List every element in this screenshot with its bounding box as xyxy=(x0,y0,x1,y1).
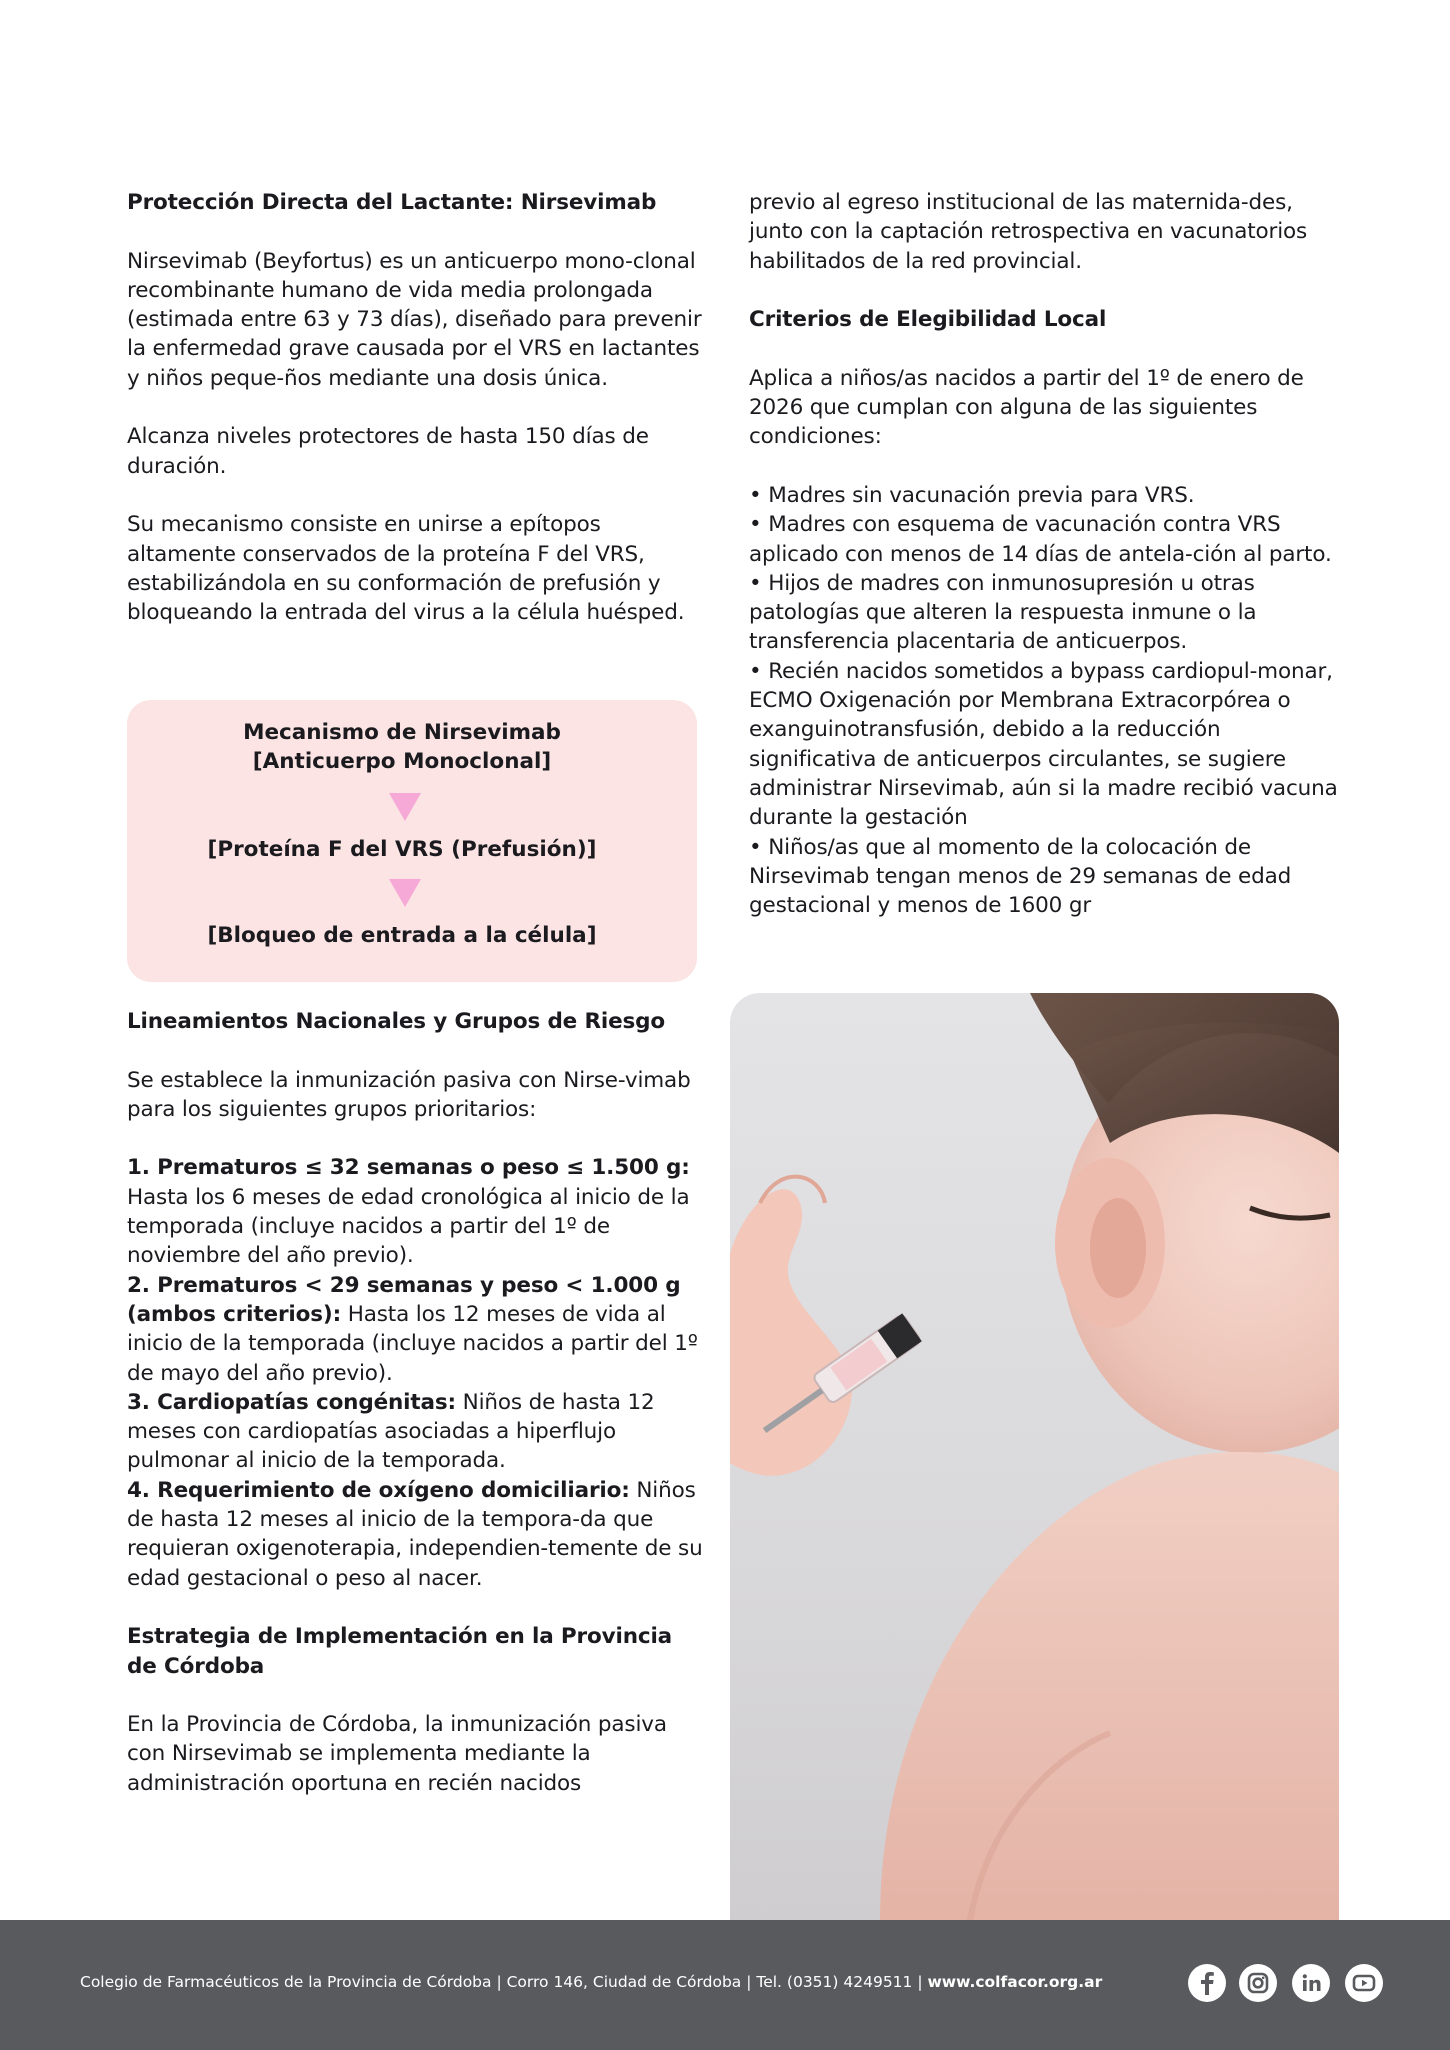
paragraph-mechanism: Su mecanismo consiste en unirse a epítopos altamente conservados de la proteína F del VRS, estabilizándola en su conformación de prefusión y bloqueando la entrada del virus a la célula huésped. xyxy=(127,512,685,626)
paragraph-protection-duration: Alcanza niveles protectores de hasta 150 días de duración. xyxy=(127,424,649,479)
linkedin-icon[interactable] xyxy=(1292,1964,1330,2002)
down-arrow-icon xyxy=(389,879,421,907)
section-title-national-guidelines: Lineamientos Nacionales y Grupos de Riesgo xyxy=(127,1009,666,1034)
footer-contact: Colegio de Farmacéuticos de la Provincia de Córdoba | Corro 146, Ciudad de Córdoba | Tel. (0351) 4249511 | www.colfacor.org.ar xyxy=(80,1973,1103,1991)
paragraph-guidelines-intro: Se establece la inmunización pasiva con Nirse-vimab para los siguientes grupos prioritarios: xyxy=(127,1067,691,1122)
youtube-icon[interactable] xyxy=(1345,1964,1383,2002)
eligibility-criterion: • Hijos de madres con inmunosupresión u otras patologías que alteren la respuesta inmune o la transferencia placentaria de anticuerpos. xyxy=(749,570,1257,655)
baby-vaccination-illustration xyxy=(730,993,1339,1920)
section-title-implementation: Estrategia de Implementación en la Provincia de Córdoba xyxy=(127,1624,673,1679)
eligibility-criterion: • Recién nacidos sometidos a bypass cardiopul-monar, ECMO Oxigenación por Membrana Extracorpórea o exanguinotransfusión, debido a la reducción significativa de anticuerpos circulantes, se sugiere administrar Nirsevimab, aún si la madre recibió vacuna durante la gestación xyxy=(749,658,1338,831)
mechanism-title: Mecanismo de Nirsevimab xyxy=(243,720,561,745)
risk-group-item: 4. Requerimiento de oxígeno domiciliario: Niños de hasta 12 meses al inicio de la tempora-da que requieran oxigenoterapia, independien-temente de su edad gestacional o peso al nacer. xyxy=(127,1477,703,1591)
instagram-icon[interactable] xyxy=(1239,1964,1277,2002)
paragraph-implementation: En la Provincia de Córdoba, la inmunización pasiva con Nirsevimab se implementa mediante la administración oportuna en recién nacidos xyxy=(127,1712,667,1796)
risk-group-item: 1. Prematuros ≤ 32 semanas o peso ≤ 1.500 g: Hasta los 6 meses de edad cronológica al inicio de la temporada (incluye nacidos a partir del 1º de noviembre del año previo). xyxy=(127,1155,690,1269)
website-link[interactable]: www.colfacor.org.ar xyxy=(927,1973,1103,1991)
risk-group-item: 2. Prematuros < 29 semanas y peso < 1.000 g (ambos criterios): Hasta los 12 meses de vida al inicio de la temporada (incluye nacidos a partir del 1º de mayo del año previo). xyxy=(127,1272,698,1386)
paragraph-nirsevimab-description: Nirsevimab (Beyfortus) es un anticuerpo mono-clonal recombinante humano de vida media prolongada (estimada entre 63 y 73 días), diseñado para prevenir la enfermedad grave causada por el VRS en lactantes y niños peque-ños mediante una dosis única. xyxy=(127,248,702,391)
section-title-eligibility: Criterios de Elegibilidad Local xyxy=(749,307,1107,333)
left-column-top xyxy=(127,188,705,627)
mechanism-step-antibody: [Anticuerpo Monoclonal] xyxy=(252,749,552,774)
eligibility-criterion: • Niños/as que al momento de la colocación de Nirsevimab tengan menos de 29 semanas de edad gestacional y menos de 1600 gr xyxy=(749,834,1292,919)
baby-vaccination-photo xyxy=(730,993,1339,1920)
mechanism-step-block-entry: [Bloqueo de entrada a la célula] xyxy=(207,923,597,948)
paragraph-continuation: previo al egreso institucional de las maternida-des, junto con la captación retrospectiva en vacunatorios habilitados de la red provincial. xyxy=(749,190,1308,274)
paragraph-eligibility-intro: Aplica a niños/as nacidos a partir del 1º de enero de 2026 que cumplan con alguna de las siguientes condiciones: xyxy=(749,365,1304,450)
eligibility-criterion: • Madres sin vacunación previa para VRS. xyxy=(749,482,1195,508)
mechanism-step-protein-f: [Proteína F del VRS (Prefusión)] xyxy=(207,837,597,862)
down-arrow-icon xyxy=(389,793,421,821)
mechanism-diagram-box xyxy=(127,700,697,982)
right-column xyxy=(749,188,1339,920)
risk-group-item: 3. Cardiopatías congénitas: Niños de hasta 12 meses con cardiopatías asociadas a hiperflujo pulmonar al inicio de la temporada. xyxy=(127,1389,655,1474)
facebook-icon[interactable] xyxy=(1188,1964,1226,2002)
page-footer xyxy=(0,1920,1450,2050)
left-column-bottom xyxy=(127,1007,705,1798)
eligibility-criterion: • Madres con esquema de vacunación contra VRS aplicado con menos de 14 días de antela-ción al parto. xyxy=(749,512,1332,567)
section-title-nirsevimab: Protección Directa del Lactante: Nirsevimab xyxy=(127,190,657,215)
